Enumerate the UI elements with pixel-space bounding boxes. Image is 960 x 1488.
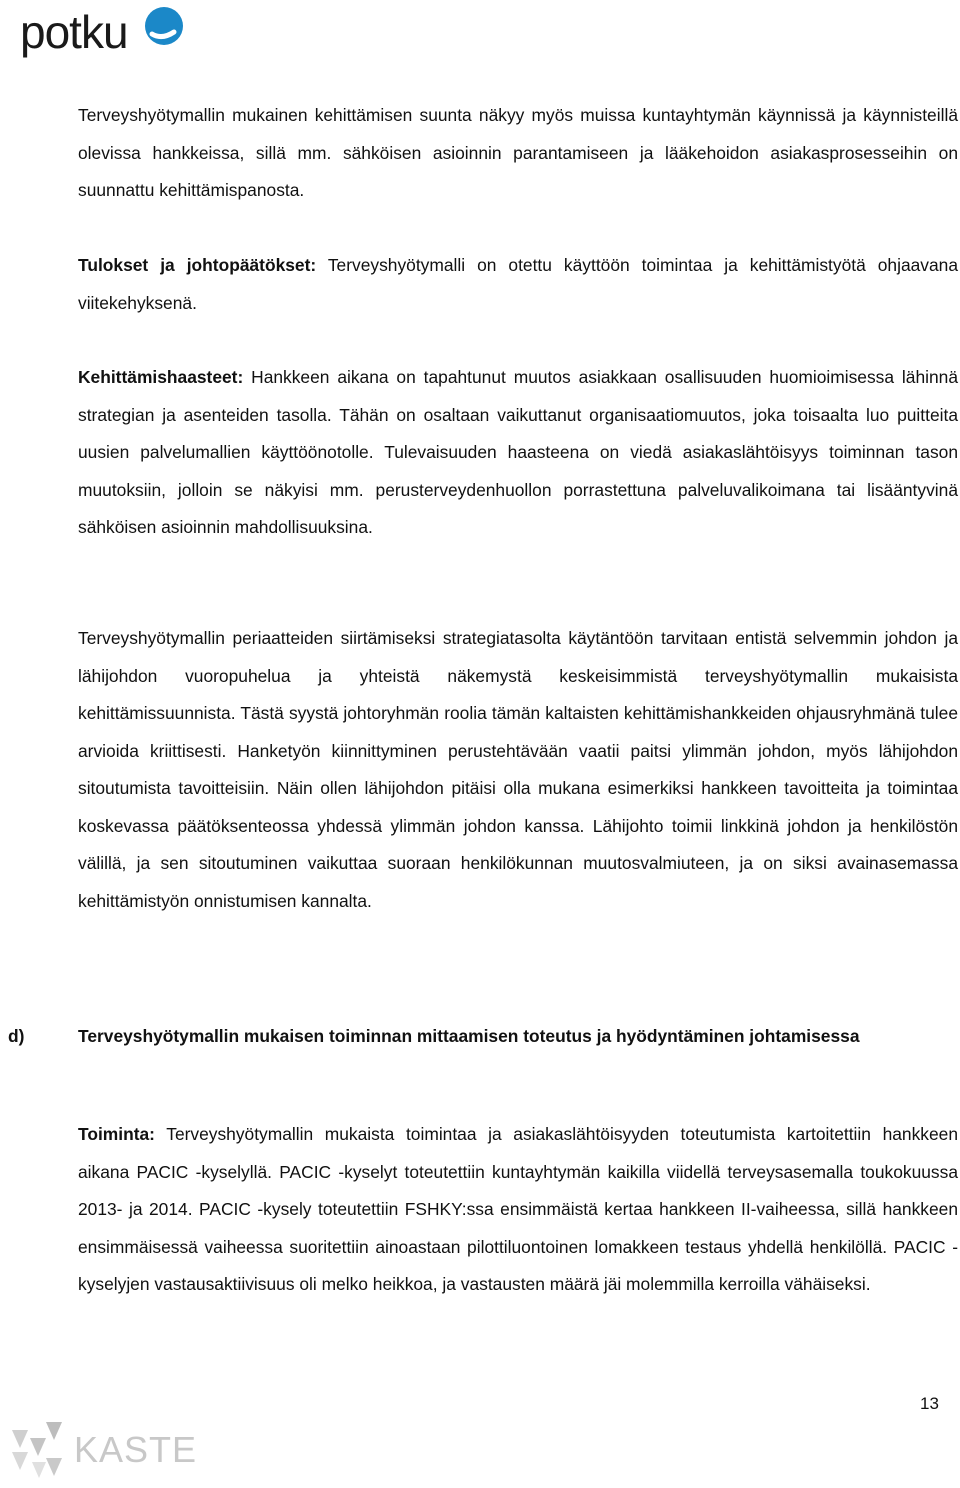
activity-lead: Toiminta: [78,1124,155,1144]
kaste-logo [6,1418,216,1480]
paragraph-activity [78,1116,958,1304]
potku-logo-circle [145,7,183,45]
section-d-title: Terveyshyötymallin mukaisen toiminnan mittaamisen toteutus ja hyödyntäminen johtamisessa [78,1026,860,1046]
challenges-body: Hankkeen aikana on tapahtunut muutos asiakkaan osallisuuden huomioimisessa lähinnä strategian ja asenteiden tasolla. Tähän on osaltaan vaikuttanut organisaatiomuutos, joka toisaalta luo puitteita uusien palvelumallien käyttöönotolle. Tulevaisuuden haasteena on viedä asiakaslähtöisyys toiminnan tason muutoksiin, jolloin se näkyisi mm. perusterveydenhuollon porrastettuna palveluvalikoimana tai lisääntyvinä sähköisen asioinnin mahdollisuuksina. [78,367,958,537]
results-body: Terveyshyötymalli on otettu käyttöön toimintaa ja kehittämistyötä ohjaavana viitekehyksenä. [78,255,959,313]
potku-logo [20,4,190,66]
paragraph-results [78,247,958,322]
page-number: 13 [920,1394,939,1413]
kaste-logo-text: KASTE [74,1429,198,1470]
section-d-letter: d) [8,1026,25,1046]
paragraph-1: Terveyshyötymallin mukainen kehittämisen suunta näkyy myös muissa kuntayhtymän käynnissä ja käynnisteillä olevissa hankkeissa, sillä mm. sähköisen asioinnin parantamiseen ja lääkehoidon asiakasprosesseihin on suunnattu kehittämispanosta. [78,105,958,200]
paragraph-challenges [78,359,958,547]
paragraph-4: Terveyshyötymallin periaatteiden siirtämiseksi strategiatasolta käytäntöön tarvitaan entistä selvemmin johdon ja lähijohdon vuoropuhelua ja yhteistä näkemystä keskeisimmistä terveyshyötymallin mukaisista kehittämissuunnista. Tästä syystä johtoryhmän roolia tämän kaltaisten kehittämishankkeiden ohjausryhmänä tulee arvioida kriittisesti. Hanketyön kiinnittyminen perustehtävään vaatii paitsi ylimmän johdon, myös lähijohdon sitoutumista tavoitteisiin. Näin ollen lähijohdon pitäisi olla mukana esimerkiksi hankkeen tavoitteita ja toimintaa koskevassa päätöksenteossa yhdessä ylimmän johdon kanssa. Lähijohto toimii linkkinä johdon ja henkilöstön välillä, ja sen sitoutuminen vaikuttaa suoraan henkilökunnan muutosvalmiuteen, ja on siksi avainasemassa kehittämistyön onnistumisen kannalta. [78,628,958,911]
results-lead: Tulokset ja johtopäätökset: [78,255,317,275]
activity-body: Terveyshyötymallin mukaista toimintaa ja asiakaslähtöisyyden toteutumista kartoitettiin hankkeen aikana PACIC -kyselyllä. PACIC -kyselyt toteutettiin kuntayhtymän kaikilla viidellä terveysasemalla toukokuussa 2013- ja 2014. PACIC -kysely toteutettiin FSHKY:ssa ensimmäistä kertaa hankkeen II-vaiheessa, sillä hankkeen ensimmäisessä vaiheessa suoritettiin ainoastaan pilottiluontoinen lomakkeen testaus yhdellä henkilöllä. PACIC -kyselyjen vastausaktiivisuus oli melko heikkoa, ja vastausten määrä jäi molemmilla kerroilla vähäiseksi. [78,1124,958,1294]
challenges-lead: Kehittämishaasteet: [78,367,244,387]
kaste-logo-mark [12,1422,62,1478]
potku-logo-text: potku [20,6,128,58]
